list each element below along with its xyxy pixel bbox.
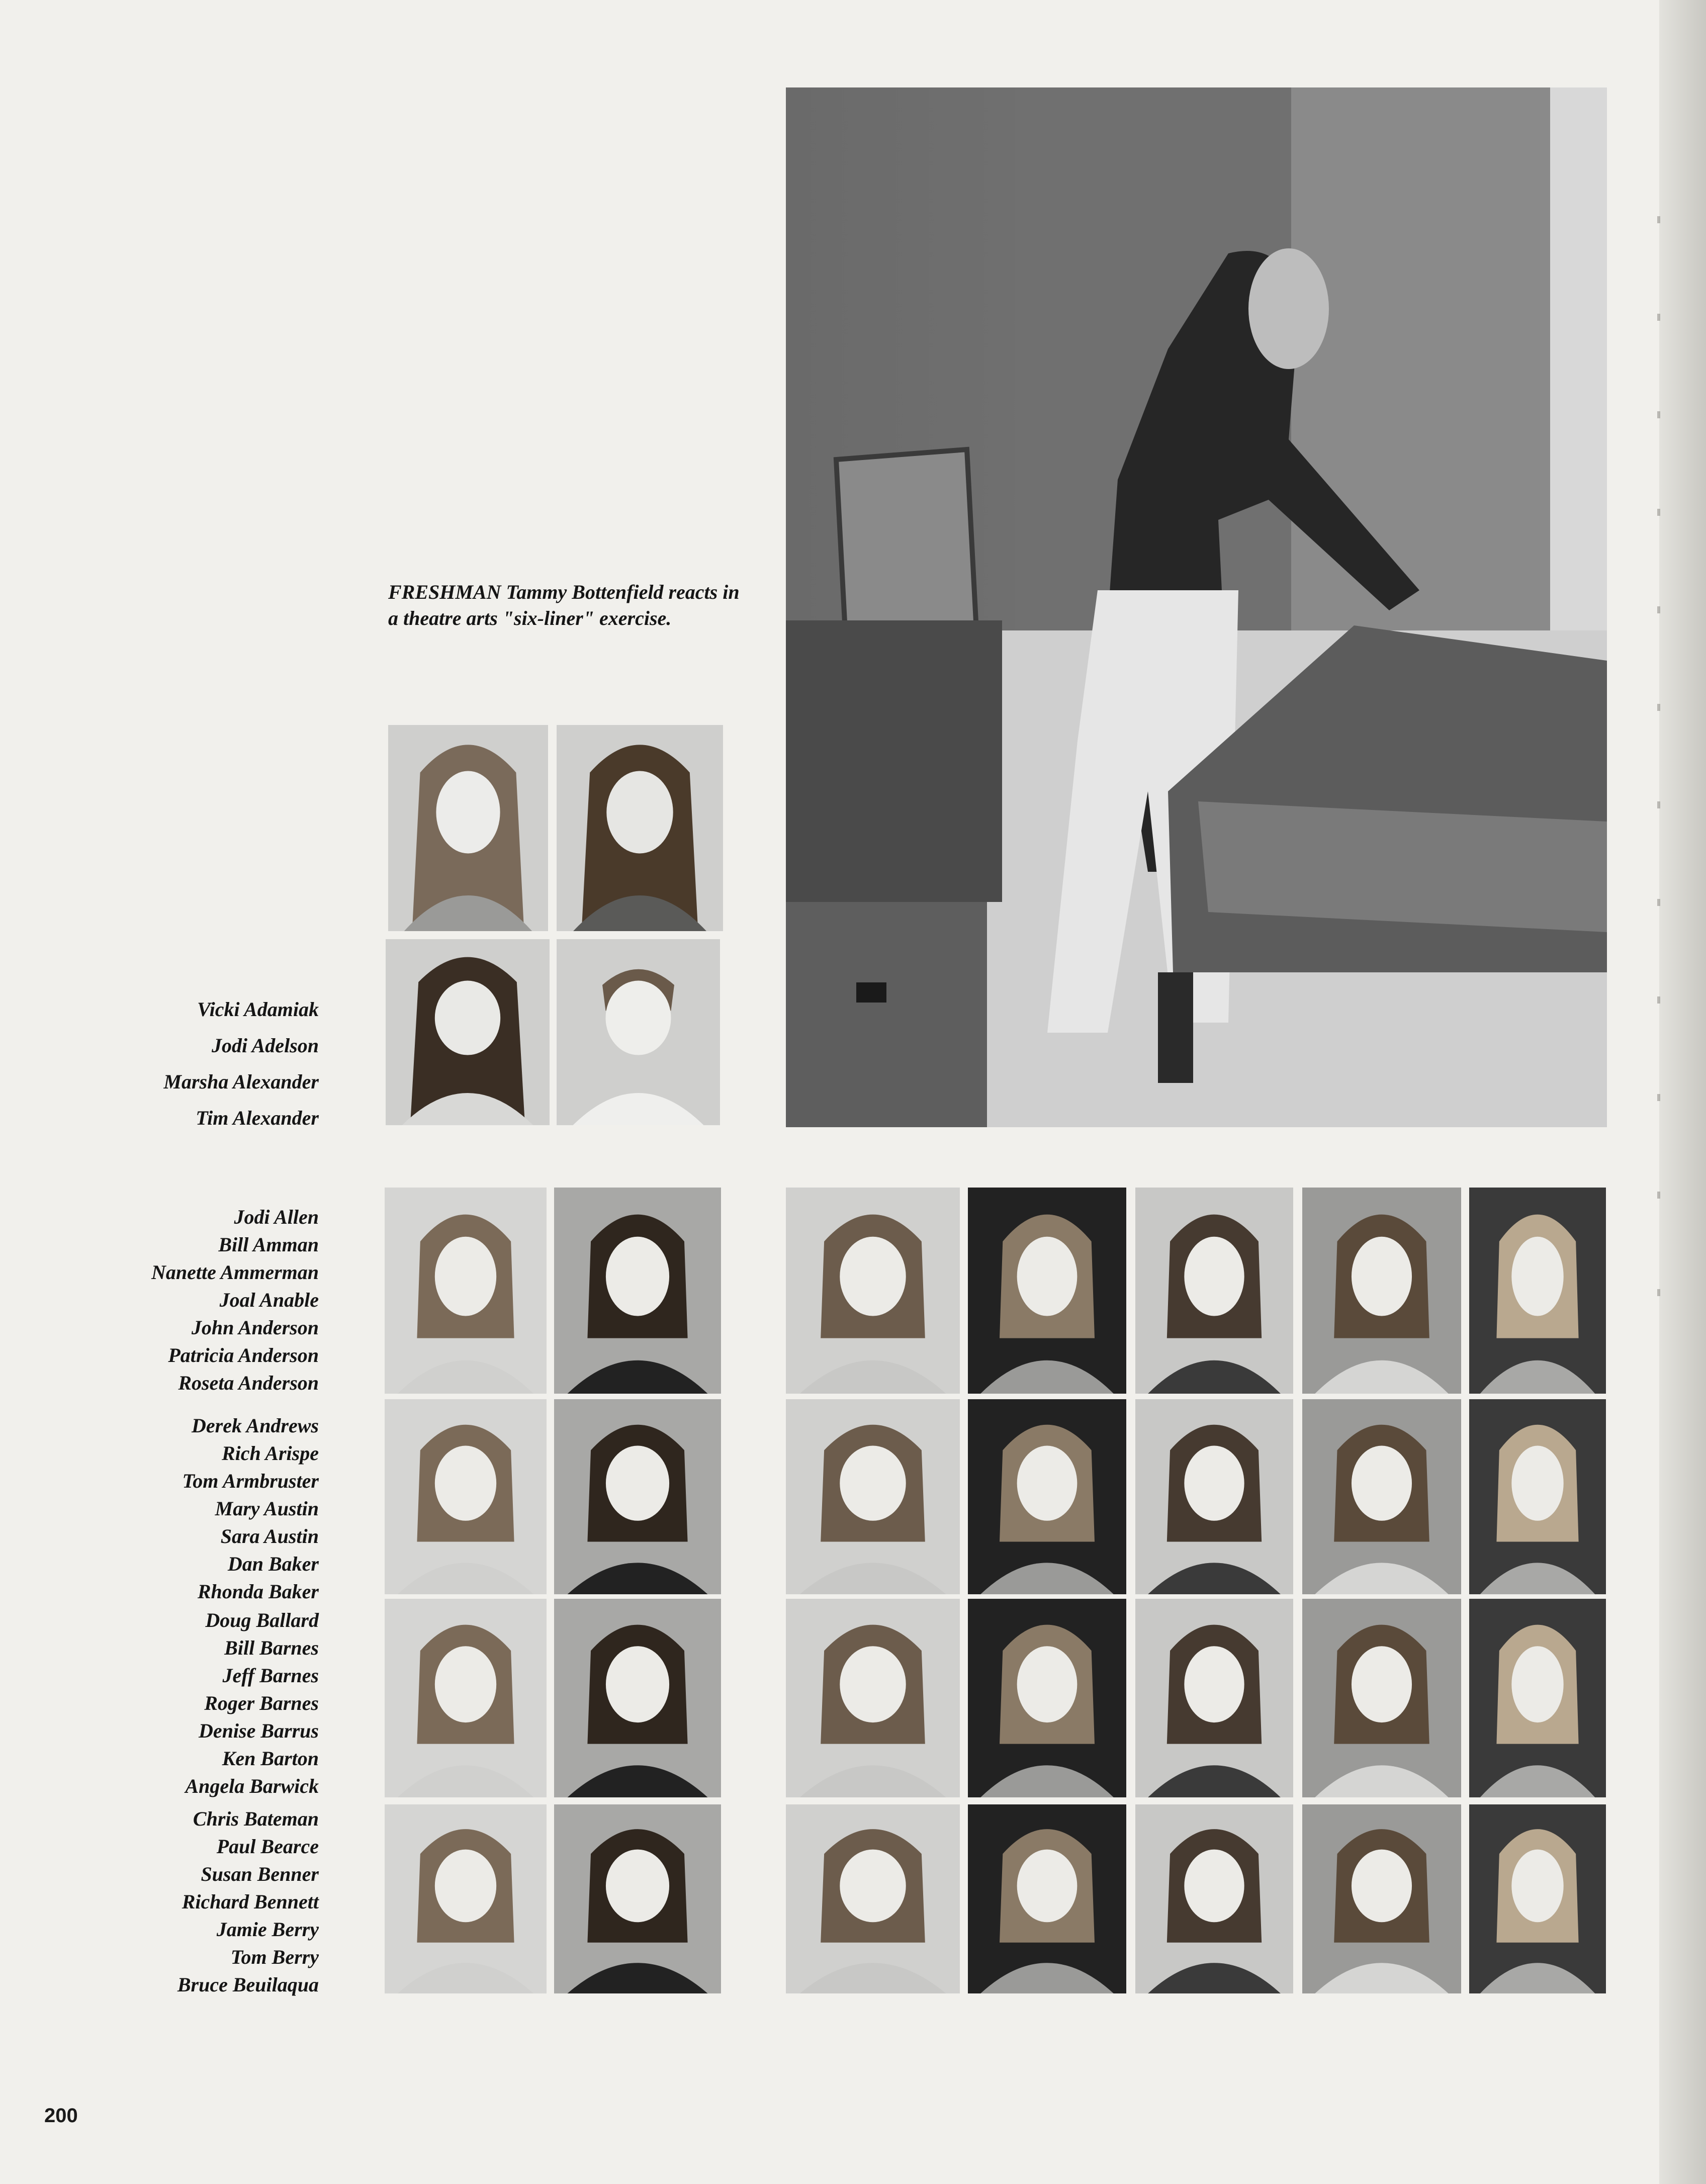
student-name: Vicki Adamiak xyxy=(197,998,319,1021)
portrait xyxy=(968,1599,1126,1797)
theatre-photo xyxy=(786,87,1607,1127)
portrait xyxy=(786,1399,960,1594)
student-portrait-icon xyxy=(1302,1399,1461,1594)
student-portrait-icon xyxy=(968,1804,1126,1993)
page-number: 200 xyxy=(44,2105,78,2127)
student-name: Sara Austin xyxy=(220,1525,319,1548)
student-portrait-icon xyxy=(385,1804,547,1993)
portrait xyxy=(385,1599,547,1797)
portrait xyxy=(554,1188,721,1394)
name-list xyxy=(177,1805,319,1998)
portrait xyxy=(386,939,550,1125)
portrait xyxy=(1135,1599,1293,1797)
name-list xyxy=(185,1606,319,1800)
student-portrait-icon xyxy=(1135,1399,1293,1594)
portrait xyxy=(385,1804,547,1993)
student-portrait-icon xyxy=(968,1399,1126,1594)
portrait xyxy=(786,1599,960,1797)
portrait xyxy=(1469,1599,1606,1797)
student-portrait-icon xyxy=(1469,1188,1606,1394)
portrait xyxy=(968,1188,1126,1394)
student-portrait-icon xyxy=(554,1599,721,1797)
student-name: Richard Bennett xyxy=(182,1890,319,1913)
student-name: John Anderson xyxy=(191,1316,319,1339)
student-portrait-icon xyxy=(786,1188,960,1394)
portrait xyxy=(1302,1804,1461,1993)
portrait xyxy=(388,725,548,931)
student-name: Jodi Adelson xyxy=(212,1034,319,1057)
student-name: Paul Bearce xyxy=(216,1835,319,1858)
student-name: Jodi Allen xyxy=(234,1206,319,1228)
theatre-photo-icon xyxy=(786,87,1607,1127)
student-name: Tom Berry xyxy=(230,1946,319,1968)
student-name: Roger Barnes xyxy=(204,1692,319,1714)
student-name: Jeff Barnes xyxy=(222,1664,319,1687)
student-name: Tom Armbruster xyxy=(182,1470,319,1492)
student-portrait-icon xyxy=(1469,1599,1606,1797)
portrait xyxy=(385,1399,547,1594)
student-name: Chris Bateman xyxy=(193,1807,319,1830)
portrait xyxy=(1469,1188,1606,1394)
student-portrait-icon xyxy=(554,1188,721,1394)
student-portrait-icon xyxy=(388,725,548,931)
student-name: Bruce Beuilaqua xyxy=(177,1973,319,1996)
portrait xyxy=(554,1804,721,1993)
photo-caption: FRESHMAN Tammy Bottenfield reacts in a theatre arts "six-liner" exercise. xyxy=(388,581,740,629)
student-portrait-icon xyxy=(786,1399,960,1594)
portrait xyxy=(1302,1399,1461,1594)
student-name: Denise Barrus xyxy=(199,1719,319,1742)
student-portrait-icon xyxy=(786,1599,960,1797)
portrait xyxy=(1135,1399,1293,1594)
student-portrait-icon xyxy=(557,939,720,1125)
student-portrait-icon xyxy=(386,939,550,1125)
name-list xyxy=(151,1203,319,1397)
portrait xyxy=(1135,1188,1293,1394)
student-portrait-icon xyxy=(1469,1399,1606,1594)
name-list xyxy=(182,1412,319,1605)
portrait xyxy=(968,1399,1126,1594)
student-portrait-icon xyxy=(1135,1804,1293,1993)
portrait xyxy=(786,1188,960,1394)
student-name: Ken Barton xyxy=(222,1747,319,1770)
portrait xyxy=(968,1804,1126,1993)
student-name: Mary Austin xyxy=(215,1497,319,1520)
student-portrait-icon xyxy=(968,1599,1126,1797)
portrait xyxy=(1469,1804,1606,1993)
student-name: Bill Barnes xyxy=(224,1636,319,1659)
student-name: Bill Amman xyxy=(218,1233,319,1256)
portrait xyxy=(385,1188,547,1394)
student-portrait-icon xyxy=(385,1188,547,1394)
student-portrait-icon xyxy=(554,1804,721,1993)
portrait xyxy=(1135,1804,1293,1993)
portrait xyxy=(557,725,723,931)
student-name: Doug Ballard xyxy=(205,1609,319,1631)
student-portrait-icon xyxy=(385,1399,547,1594)
student-portrait-icon xyxy=(1469,1804,1606,1993)
student-name: Tim Alexander xyxy=(196,1107,319,1129)
student-name: Rhonda Baker xyxy=(197,1580,319,1603)
student-name: Dan Baker xyxy=(227,1553,319,1575)
student-portrait-icon xyxy=(554,1399,721,1594)
name-list xyxy=(163,991,319,1136)
student-name: Rich Arispe xyxy=(222,1442,319,1465)
student-portrait-icon xyxy=(1135,1188,1293,1394)
student-name: Angela Barwick xyxy=(185,1775,319,1797)
student-name: Patricia Anderson xyxy=(168,1344,319,1367)
portrait xyxy=(557,939,720,1125)
student-portrait-icon xyxy=(1302,1599,1461,1797)
student-portrait-icon xyxy=(968,1188,1126,1394)
student-portrait-icon xyxy=(385,1599,547,1797)
portrait xyxy=(1302,1599,1461,1797)
student-portrait-icon xyxy=(557,725,723,931)
page-edge xyxy=(1659,0,1706,2184)
portrait xyxy=(554,1399,721,1594)
portrait xyxy=(1302,1188,1461,1394)
portrait xyxy=(786,1804,960,1993)
student-name: Jamie Berry xyxy=(216,1918,319,1941)
student-name: Derek Andrews xyxy=(192,1414,319,1437)
student-portrait-icon xyxy=(786,1804,960,1993)
portrait xyxy=(554,1599,721,1797)
student-name: Joal Anable xyxy=(219,1289,319,1311)
student-portrait-icon xyxy=(1302,1188,1461,1394)
student-portrait-icon xyxy=(1302,1804,1461,1993)
student-name: Roseta Anderson xyxy=(178,1372,319,1394)
student-name: Susan Benner xyxy=(201,1863,319,1885)
student-name: Nanette Ammerman xyxy=(151,1261,319,1284)
portrait xyxy=(1469,1399,1606,1594)
binding-marks xyxy=(1657,126,1660,1332)
student-name: Marsha Alexander xyxy=(163,1070,319,1093)
student-portrait-icon xyxy=(1135,1599,1293,1797)
